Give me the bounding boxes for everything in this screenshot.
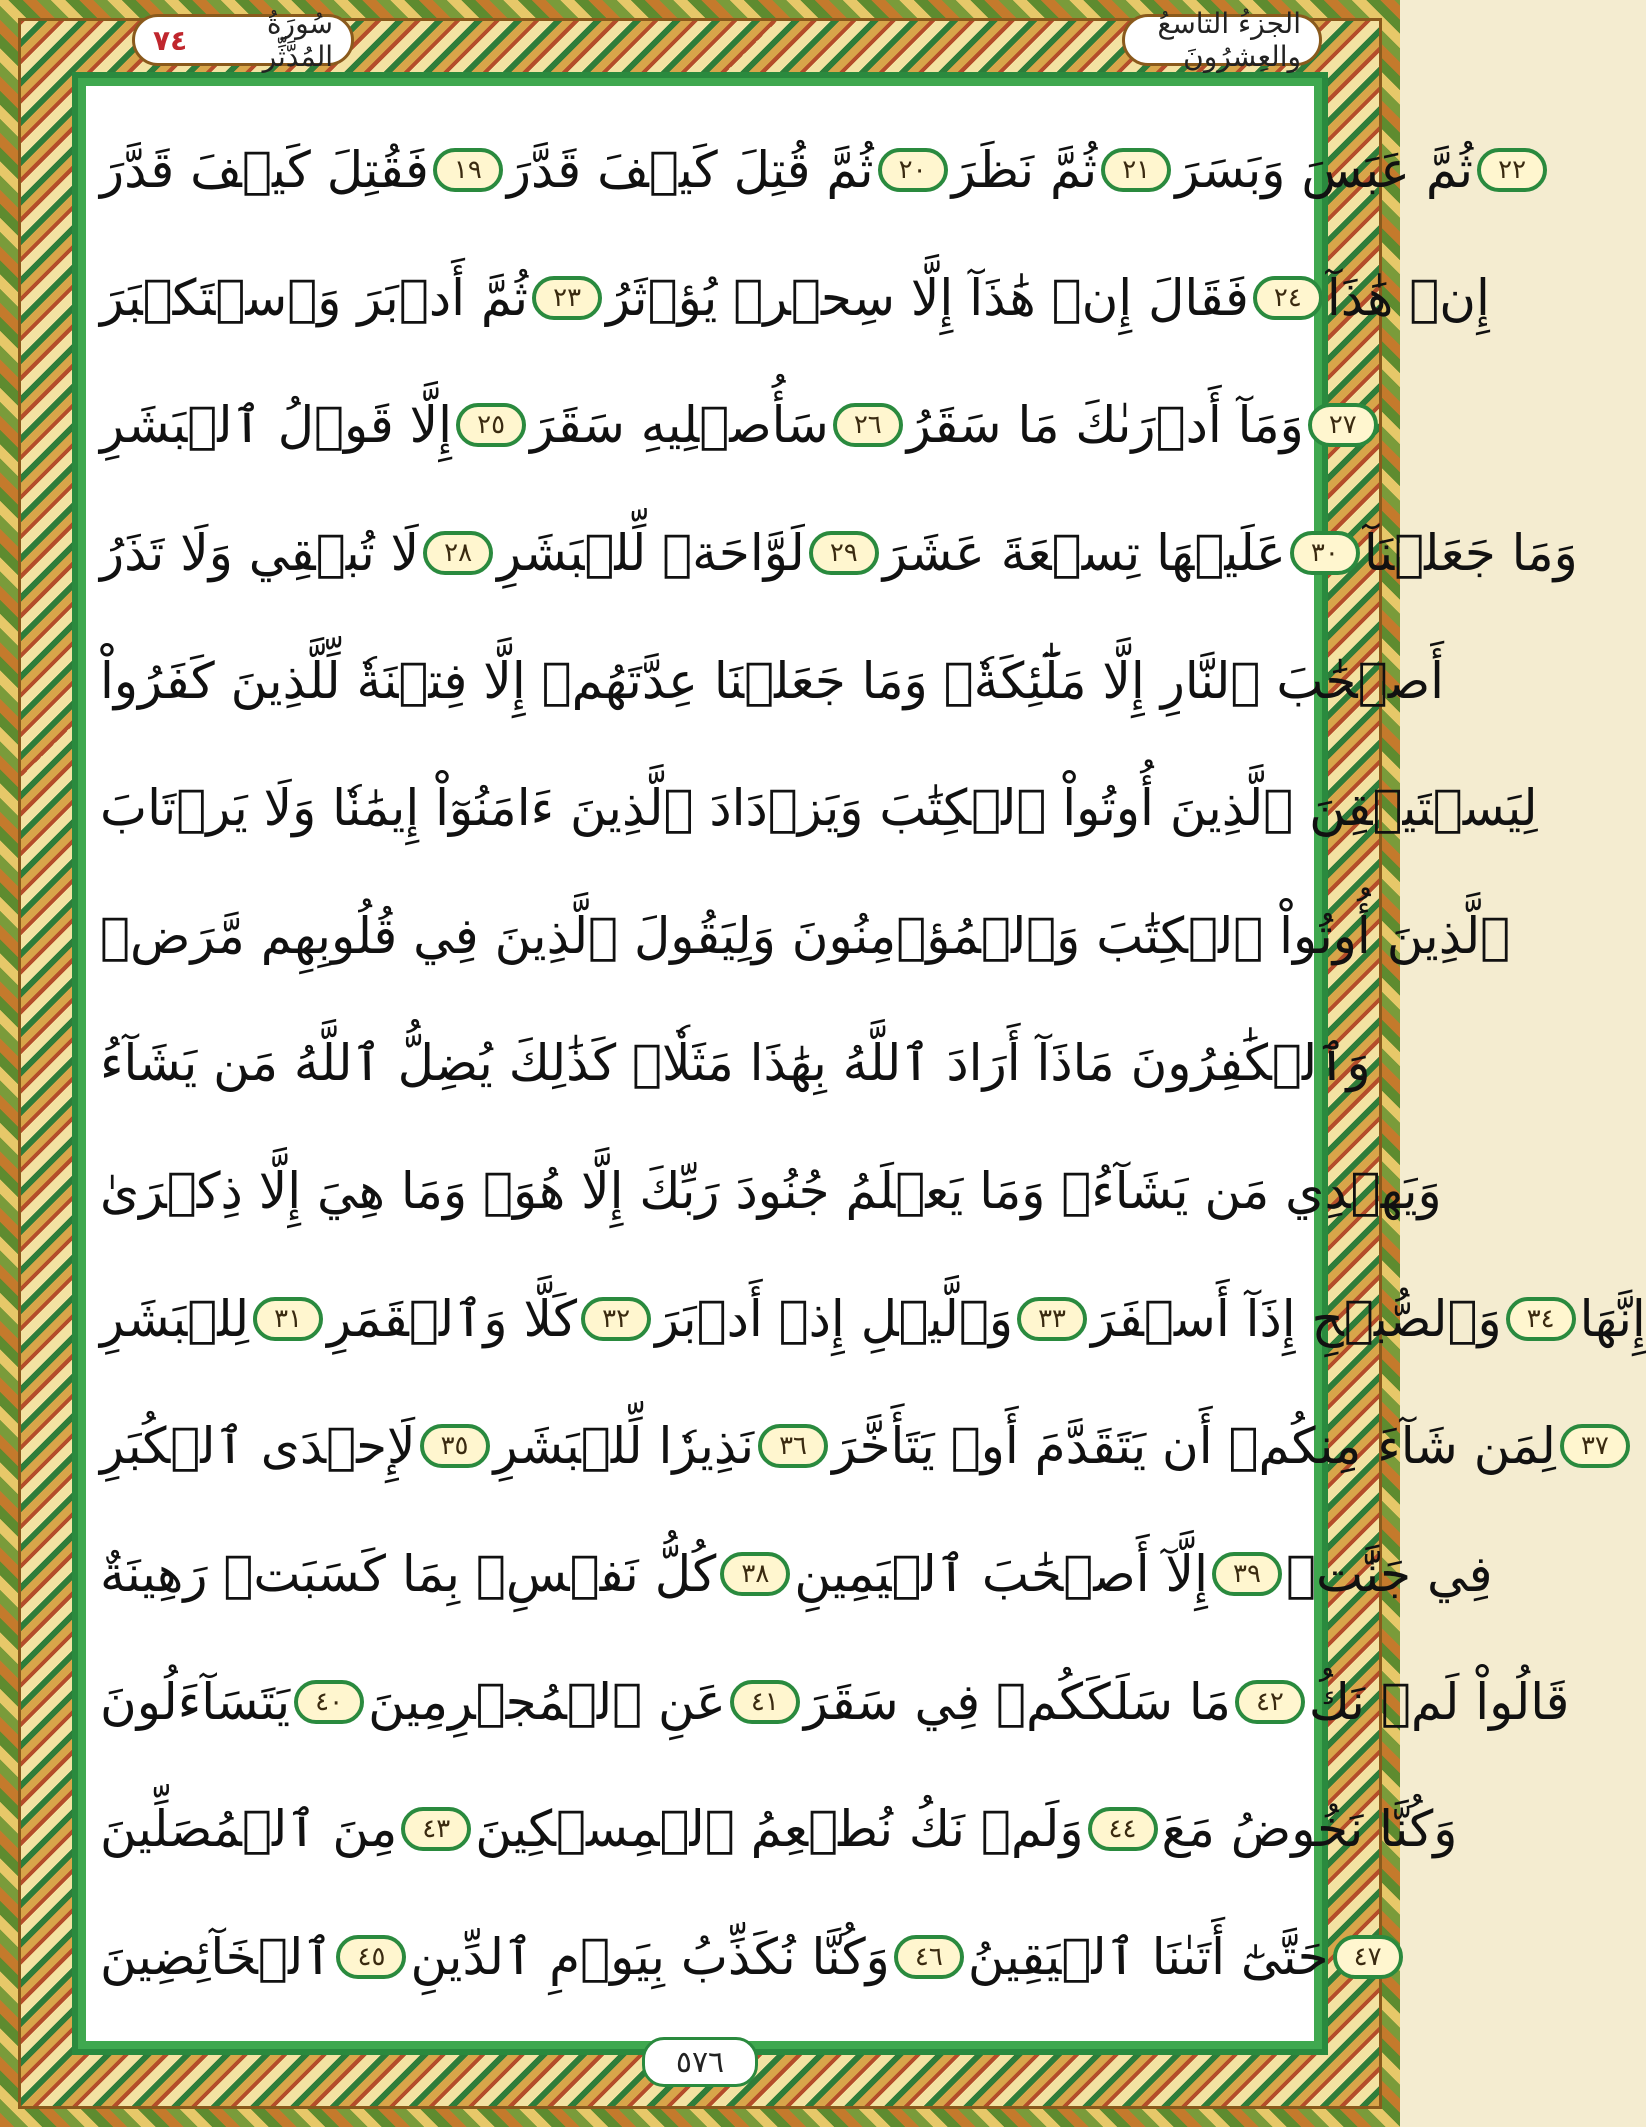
text-line [100,238,1490,358]
ayah-number-marker: ٢٤ [1253,276,1323,320]
ayah-number-marker: ٤٤ [1088,1807,1158,1851]
ayah-number-marker: ٢١ [1101,148,1171,192]
verse-text: وَٱلۡكَٰفِرُونَ مَاذَآ أَرَادَ ٱللَّهُ بِهَٰذَا مَثَلٗاۚ كَذَٰلِكَ يُضِلُّ ٱللَّهُ مَن يَشَآءُ [100,1034,1371,1093]
ayah-number-marker: ٢٩ [809,531,879,575]
text-line [100,1769,1458,1889]
ayah-number-marker: ٣٤ [1506,1297,1576,1341]
ayah-number-marker: ٤٠ [294,1680,364,1724]
verse-text: وَٱلصُّبۡحِ إِذَآ أَسۡفَرَ [1091,1289,1502,1348]
verse-text: أَصۡحَٰبَ ٱلنَّارِ إِلَّا مَلَٰٓئِكَةٗۙ وَمَا جَعَلۡنَا عِدَّتَهُمۡ إِلَّا فِتۡنَةٗ لِّلَّذِينَ كَفَرُواْ [100,651,1445,710]
verse-text: عَلَيۡهَا تِسۡعَةَ عَشَرَ [882,523,1286,582]
verse-text: لَوَّاحَةٞ لِّلۡبَشَرِ [497,523,805,582]
verse-text: كَلَّا وَٱلۡقَمَرِ [327,1289,578,1348]
surah-label [132,7,354,73]
verse-text: ثُمَّ قُتِلَ كَيۡفَ قَدَّرَ [506,141,874,199]
text-line [100,1514,1493,1634]
verse-text: فَقَالَ إِنۡ هَٰذَآ إِلَّا سِحۡرٞ يُؤۡثَرُ [606,268,1249,327]
ayah-number-marker: ٤٢ [1235,1680,1305,1724]
verse-text: ٱلَّذِينَ أُوتُواْ ٱلۡكِتَٰبَ وَٱلۡمُؤۡمِنُونَ وَلِيَقُولَ ٱلَّذِينَ فِي قُلُوبِهِم مَّرَضٞ [100,906,1511,965]
verse-text: ثُمَّ عَبَسَ وَبَسَرَ [1175,141,1474,199]
surah-name: سُورَةُ المُدَّثِّر [262,7,333,73]
verse-text: عَنِ ٱلۡمُجۡرِمِينَ [368,1672,726,1731]
verse-text: إِلَّا قَوۡلُ ٱلۡبَشَرِ [100,396,453,455]
verse-text: لِيَسۡتَيۡقِنَ ٱلَّذِينَ أُوتُواْ ٱلۡكِتَٰبَ وَيَزۡدَادَ ٱلَّذِينَ ءَامَنُوٓاْ إِيمَٰنٗا وَلَا يَرۡتَابَ [100,779,1538,838]
ayah-number-marker: ٢٢ [1477,148,1547,192]
verse-text: فِي جَنَّٰتٖ [1285,1545,1493,1604]
juz-label [1122,7,1322,73]
text-line [100,1386,1609,1506]
verse-text: ثُمَّ نَظَرَ [951,141,1098,199]
quran-text-lines [100,110,1646,2017]
verse-text: ٱلۡخَآئِضِينَ [100,1927,333,1986]
text-line [100,1897,1382,2017]
ayah-number-marker: ٤١ [730,1680,800,1724]
ayah-number-marker: ٣٥ [420,1424,490,1468]
verse-text: وَكُنَّا نُكَذِّبُ بِيَوۡمِ ٱلدِّينِ [410,1927,890,1986]
verse-text: يَتَسَآءَلُونَ [100,1672,291,1731]
verse-text: وَمَآ أَدۡرَىٰكَ مَا سَقَرُ [906,396,1304,455]
ayah-number-marker: ٤٦ [894,1935,964,1979]
page-number: ٥٧٦ [642,2037,758,2087]
text-line [100,876,1511,996]
ayah-number-marker: ٤٧ [1333,1935,1403,1979]
ayah-number-marker: ٤٥ [336,1935,406,1979]
verse-text: ثُمَّ أَدۡبَرَ وَٱسۡتَكۡبَرَ [100,268,529,327]
ayah-number-marker: ٢٨ [423,531,493,575]
ayah-number-marker: ٣٩ [1212,1552,1282,1596]
text-line [100,365,1357,485]
verse-text: لَإِحۡدَى ٱلۡكُبَرِ [100,1417,416,1476]
verse-text: إِنۡ هَٰذَآ [1326,268,1490,327]
verse-text: وَمَا جَعَلۡنَآ [1363,523,1578,582]
text-line [100,621,1445,741]
verse-text: إِلَّآ أَصۡحَٰبَ ٱلۡيَمِينِ [794,1545,1208,1604]
ayah-number-marker: ٣٣ [1017,1297,1087,1341]
ayah-number-marker: ٤٣ [401,1807,471,1851]
ayah-number-marker: ٣٦ [758,1424,828,1468]
text-line [100,1259,1646,1379]
ayah-number-marker: ٢٦ [833,403,903,447]
verse-text: وَكُنَّا نَخُوضُ مَعَ [1161,1800,1458,1859]
ayah-number-marker: ١٩ [433,148,503,192]
verse-text: لِمَن شَآءَ مِنكُمۡ أَن يَتَقَدَّمَ أَوۡ يَتَأَخَّرَ [832,1417,1556,1476]
verse-text: كُلُّ نَفۡسِۭ بِمَا كَسَبَتۡ رَهِينَةٌ [100,1545,717,1604]
verse-text: لَا تُبۡقِي وَلَا تَذَرُ [100,523,420,582]
verse-text: مَا سَلَكَكُمۡ فِي سَقَرَ [803,1672,1231,1731]
juz-text: الجزءُ التاسعُ والعِشرُونَ [1157,7,1301,73]
verse-text: لِلۡبَشَرِ [100,1289,250,1348]
text-line [100,1642,1570,1762]
ayah-number-marker: ٢٥ [456,403,526,447]
surah-number: ٧٤ [153,23,188,57]
ayah-number-marker: ٣٧ [1560,1424,1630,1468]
ayah-number-marker: ٢٧ [1308,403,1378,447]
ayah-number-marker: ٢٣ [532,276,602,320]
text-line [100,493,1578,613]
ayah-number-marker: ٢٠ [878,148,948,192]
verse-text: قَالُواْ لَمۡ نَكُ [1308,1672,1570,1731]
text-line [100,110,1527,230]
ayah-number-marker: ٣٢ [581,1297,651,1341]
verse-text: وَٱلَّيۡلِ إِذۡ أَدۡبَرَ [655,1289,1014,1348]
verse-text: إِنَّهَا [1579,1289,1646,1348]
text-line [100,1003,1371,1123]
text-line [100,748,1538,868]
verse-text: مِنَ ٱلۡمُصَلِّينَ [100,1800,398,1859]
verse-text: حَتَّىٰٓ أَتَىٰنَا ٱلۡيَقِينُ [967,1927,1329,1986]
ayah-number-marker: ٣١ [253,1297,323,1341]
verse-text: نَذِيرٗا لِّلۡبَشَرِ [493,1417,755,1476]
verse-text: سَأُصۡلِيهِ سَقَرَ [530,396,829,455]
text-line [100,1131,1442,1251]
verse-text: وَيَهۡدِي مَن يَشَآءُۚ وَمَا يَعۡلَمُ جُنُودَ رَبِّكَ إِلَّا هُوَۚ وَمَا هِيَ إِلَّا ذِكۡرَىٰ [100,1162,1442,1221]
ayah-number-marker: ٣٠ [1290,531,1360,575]
ayah-number-marker: ٣٨ [720,1552,790,1596]
verse-text: وَلَمۡ نَكُ نُطۡعِمُ ٱلۡمِسۡكِينَ [475,1800,1084,1859]
verse-text: فَقُتِلَ كَيۡفَ قَدَّرَ [100,141,429,199]
